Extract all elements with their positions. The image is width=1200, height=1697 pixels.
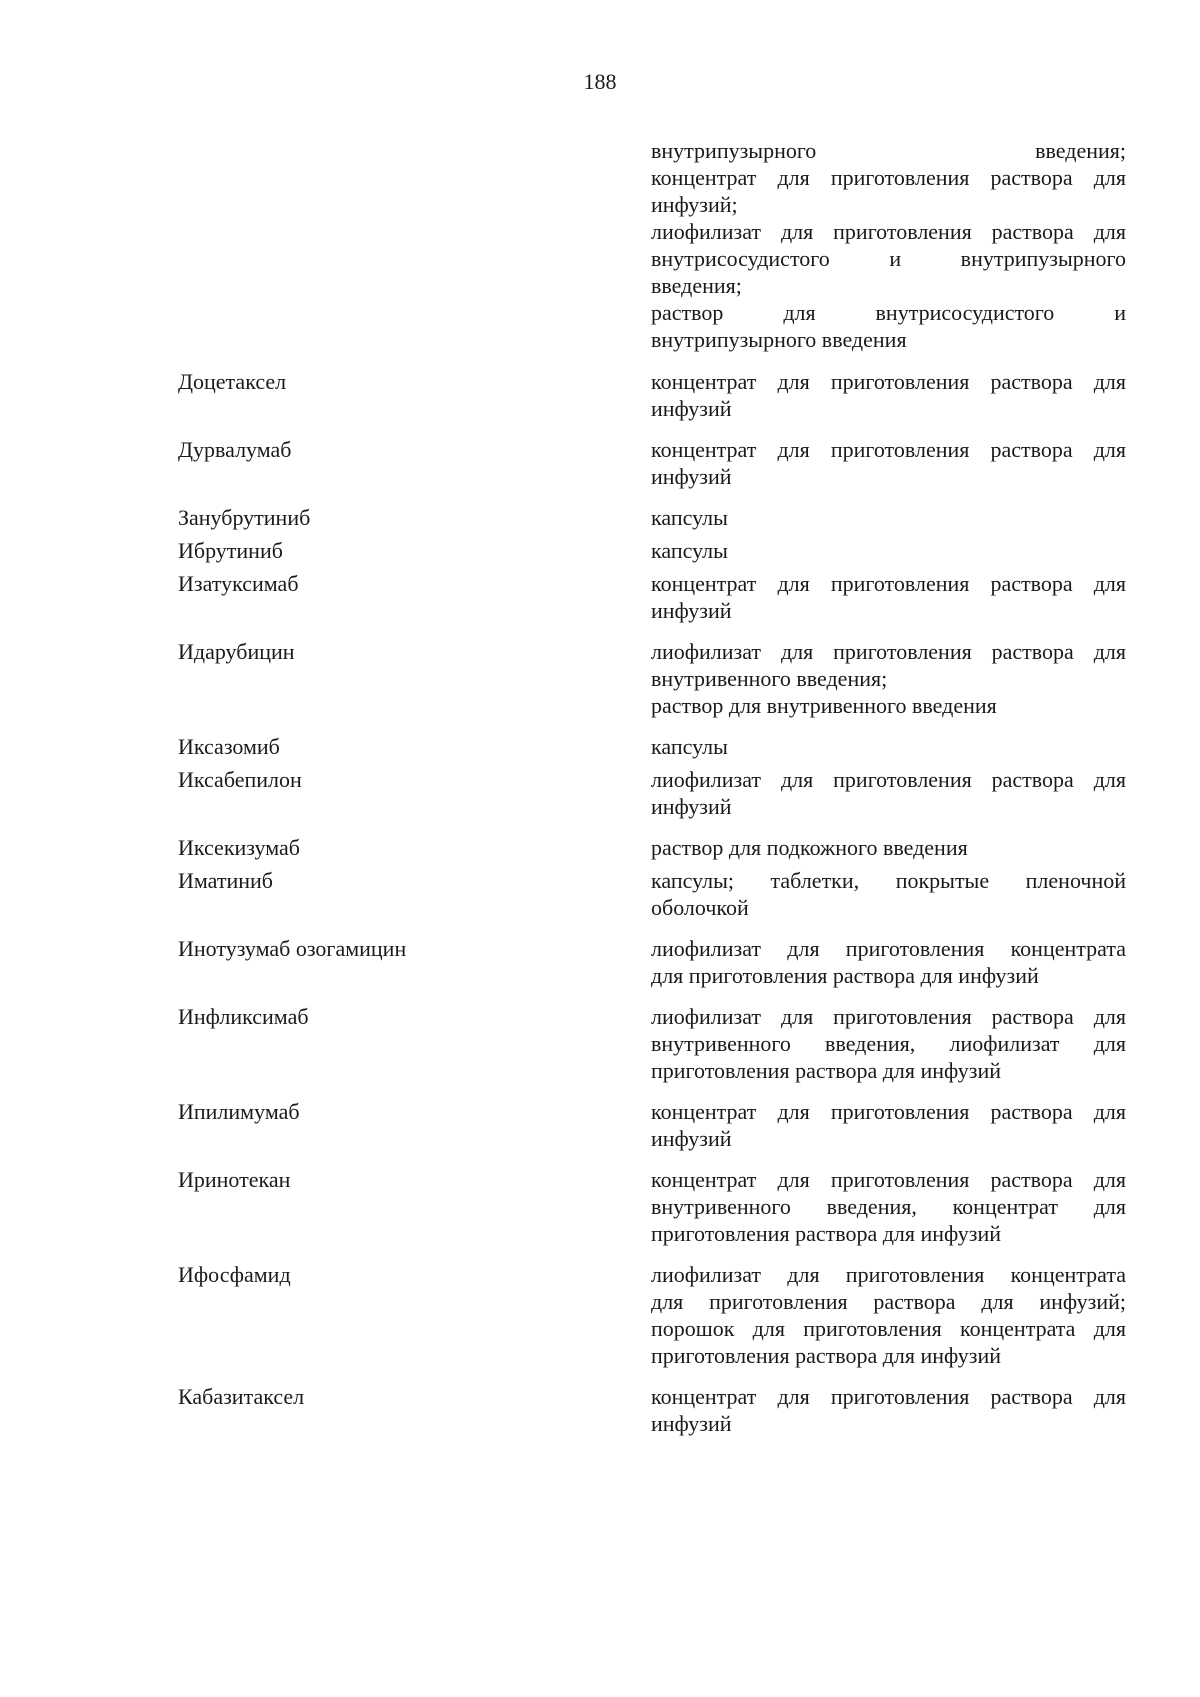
drug-name: Идарубицин — [178, 639, 295, 664]
dosage-form-line: лиофилизат для приготовления концентрата — [651, 1262, 1126, 1287]
dosage-form-line: раствор для внутривенного введения — [651, 693, 997, 718]
dosage-form-line: инфузий — [651, 1411, 732, 1436]
drug-name: Занубрутиниб — [178, 505, 311, 530]
drug-entry — [0, 766, 1200, 820]
dosage-form-line: концентрат для приготовления раствора для — [651, 165, 1126, 190]
dosage-form-line: концентрат для приготовления раствора для — [651, 369, 1126, 394]
dosage-form-line: концентрат для приготовления раствора для — [651, 437, 1126, 462]
dosage-form-line: приготовления раствора для инфузий — [651, 1058, 1001, 1083]
dosage-form-line: для приготовления раствора для инфузий; — [651, 1289, 1126, 1314]
drug-entry — [0, 368, 1200, 422]
drug-name: Изатуксимаб — [178, 571, 299, 596]
dosage-forms — [651, 1003, 1126, 1084]
drug-entry — [0, 733, 1200, 760]
drug-entry — [0, 1383, 1200, 1437]
dosage-form-line: инфузий — [651, 1126, 732, 1151]
drug-entry — [0, 638, 1200, 719]
drug-name: Инотузумаб озогамицин — [178, 936, 407, 961]
drug-entry — [0, 1261, 1200, 1369]
drug-name: Ипилимумаб — [178, 1099, 300, 1124]
page-number: 188 — [583, 69, 617, 94]
drug-entry — [0, 867, 1200, 921]
dosage-form-line: инфузий — [651, 598, 732, 623]
drug-entry — [0, 570, 1200, 624]
dosage-form-line: внутривенного введения, концентрат для — [651, 1194, 1126, 1219]
dosage-form-line: капсулы; таблетки, покрытые пленочной — [651, 868, 1126, 893]
dosage-form-line: капсулы — [651, 505, 728, 530]
dosage-forms — [651, 935, 1126, 989]
dosage-form-line: инфузий; — [651, 192, 738, 217]
drug-entry — [0, 1166, 1200, 1247]
dosage-form-line: приготовления раствора для инфузий — [651, 1221, 1001, 1246]
dosage-forms — [651, 834, 1126, 861]
dosage-form-line: инфузий — [651, 794, 732, 819]
drug-entry — [0, 1003, 1200, 1084]
dosage-forms — [651, 1383, 1126, 1437]
dosage-form-line: внутрипузырного введения — [651, 327, 907, 352]
dosage-form-line: приготовления раствора для инфузий — [651, 1343, 1001, 1368]
dosage-form-line: оболочкой — [651, 895, 749, 920]
dosage-forms — [651, 867, 1126, 921]
dosage-form-line: порошок для приготовления концентрата для — [651, 1316, 1126, 1341]
drug-entry — [0, 834, 1200, 861]
dosage-forms — [651, 1261, 1126, 1369]
dosage-forms — [651, 766, 1126, 820]
drug-entry — [0, 537, 1200, 564]
dosage-forms — [651, 733, 1126, 760]
drug-name: Иксабепилон — [178, 767, 302, 792]
drug-name: Иксекизумаб — [178, 835, 300, 860]
drug-name: Иматиниб — [178, 868, 273, 893]
continued-dosage-forms — [651, 137, 1126, 353]
drug-name: Инфликсимаб — [178, 1004, 309, 1029]
dosage-forms — [651, 504, 1126, 531]
dosage-form-line: лиофилизат для приготовления концентрата — [651, 936, 1126, 961]
dosage-form-line: концентрат для приготовления раствора для — [651, 1384, 1126, 1409]
dosage-form-line: внутрисосудистого и внутрипузырного — [651, 246, 1126, 271]
dosage-form-line: внутривенного введения; — [651, 666, 888, 691]
dosage-form-line: инфузий — [651, 464, 732, 489]
drug-entry — [0, 504, 1200, 531]
dosage-form-line: инфузий — [651, 396, 732, 421]
drug-name: Доцетаксел — [178, 369, 287, 394]
drug-name: Иксазомиб — [178, 734, 280, 759]
dosage-forms — [651, 1166, 1126, 1247]
drug-table — [0, 368, 1200, 1451]
dosage-forms — [651, 638, 1126, 719]
dosage-form-line: внутривенного введения, лиофилизат для — [651, 1031, 1126, 1056]
dosage-form-line: лиофилизат для приготовления раствора для — [651, 219, 1126, 244]
dosage-form-line: концентрат для приготовления раствора для — [651, 571, 1126, 596]
dosage-form-line: раствор для внутрисосудистого и — [651, 300, 1126, 325]
drug-name: Ифосфамид — [178, 1262, 291, 1287]
dosage-form-line: концентрат для приготовления раствора для — [651, 1099, 1126, 1124]
dosage-forms — [651, 436, 1126, 490]
dosage-form-line: лиофилизат для приготовления раствора для — [651, 639, 1126, 664]
drug-name: Кабазитаксел — [178, 1384, 305, 1409]
drug-entry — [0, 436, 1200, 490]
dosage-form-line: концентрат для приготовления раствора для — [651, 1167, 1126, 1192]
drug-entry — [0, 1098, 1200, 1152]
drug-entry — [0, 935, 1200, 989]
dosage-forms — [651, 1098, 1126, 1152]
dosage-forms — [651, 537, 1126, 564]
dosage-form-line: лиофилизат для приготовления раствора для — [651, 1004, 1126, 1029]
drug-name: Ибрутиниб — [178, 538, 283, 563]
drug-name: Дурвалумаб — [178, 437, 292, 462]
dosage-forms — [651, 368, 1126, 422]
dosage-form-line: капсулы — [651, 734, 728, 759]
dosage-form-line: раствор для подкожного введения — [651, 835, 968, 860]
dosage-form-line: капсулы — [651, 538, 728, 563]
dosage-form-line: для приготовления раствора для инфузий — [651, 963, 1039, 988]
dosage-form-line: внутрипузырного введения; — [651, 138, 1126, 163]
drug-name: Иринотекан — [178, 1167, 291, 1192]
dosage-form-line: введения; — [651, 273, 742, 298]
dosage-form-line: лиофилизат для приготовления раствора для — [651, 767, 1126, 792]
dosage-forms — [651, 570, 1126, 624]
